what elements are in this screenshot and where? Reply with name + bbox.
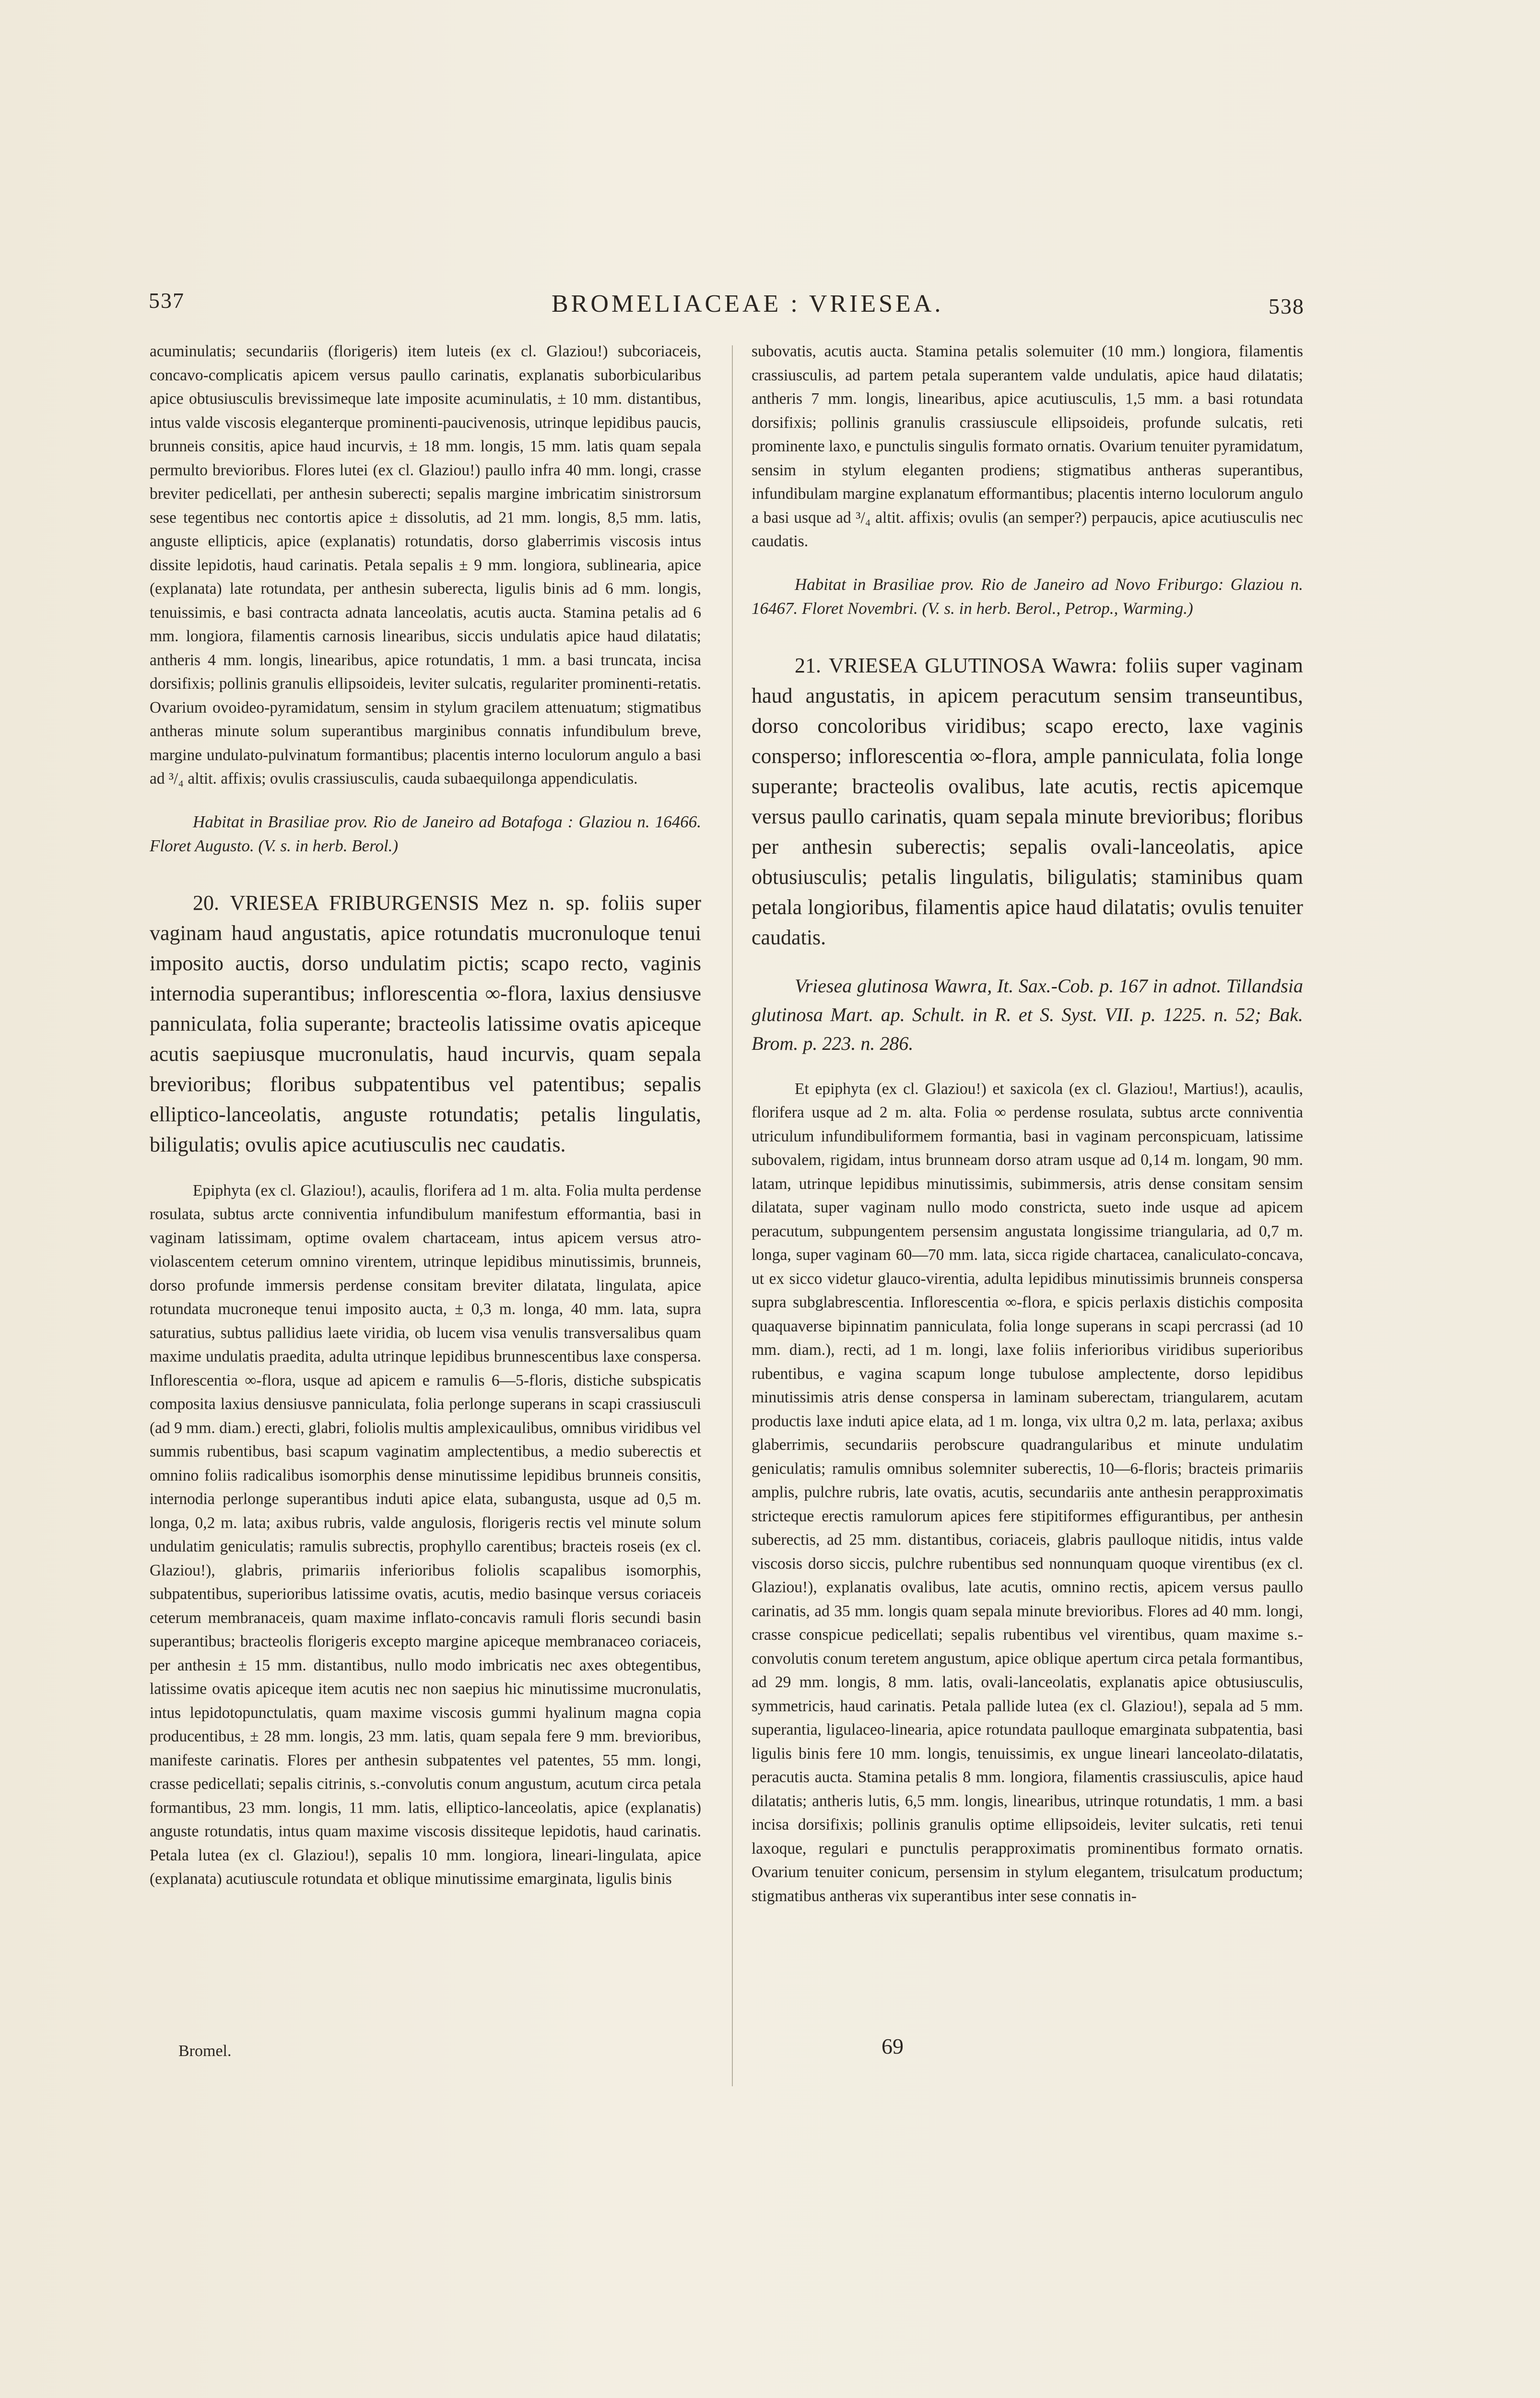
synonymy: Vriesea glutinosa Wawra, It. Sax.-Cob. p. 167 in adnot. Tillandsia glutinosa Mart. ap. Schult. in R. et S. Syst. VII. p. 1225. n. 52; Bak. Brom. p. 223. n. 286.	[752, 975, 1303, 1054]
signature-number: 69	[882, 2034, 904, 2058]
right-column	[752, 340, 1303, 1908]
species-21-diagnosis: 21. VRIESEA GLUTINOSA Wawra: foliis super vaginam haud angustatis, in apicem peracutum sensim transeuntibus, dorso concoloribus viridibus; scapo erecto, laxe vaginis consperso; inflorescentia ∞-flora, ample panniculata, folia longe superante; bracteolis ovalibus, late acutis, rectis apicemque versus paullo carinatis, quam sepala minute brevioribus; floribus per anthesin suberectis; sepalis ovali-lanceolatis, apice obtusiusculis; petalis lingulatis, biligulatis; staminibus quam petala longioribus, filamentis apice haud dilatatis; ovulis tenuiter caudatis.	[752, 653, 1303, 949]
page-number-right: 538	[1269, 294, 1305, 318]
page-number-left: 537	[149, 288, 185, 313]
description-continued: acuminulatis; secundariis (florigeris) item luteis (ex cl. Glaziou!) subcoriaceis, concavo-complicatis apicem versus paullo carinatis, explanatis suborbicularibus apice obtusiusculis brevissimeque late imposite acuminulatis, ± 10 mm. distantibus, intus valde viscosis eleganterque prominenti-paucivenosis, utrinque lepidibus paucis, brunneis consitis, apice haud incurvis, ± 18 mm. longis, 15 mm. latis quam sepala permulto brevioribus. Flores lutei (ex cl. Glaziou!) paullo infra 40 mm. longi, crasse breviter pedicellati, per anthesin suberecti; sepalis margine imbricatim sinistrorsum sese tegentibus nec contortis apice ± dissolutis, ad 21 mm. longis, 8,5 mm. latis, anguste ellipticis, apice (explanatis) rotundatis, dorso glaberrimis viscosis intus dissite lepidotis, haud carinatis. Petala sepalis ± 9 mm. longiora, sublinearia, apice (explanata) late rotundata, per anthesin suberecta, ligulis binis ad 6 mm. longis, tenuissimis, e basi contracta adnata lanceolatis, acutis aucta. Stamina petalis ad 6 mm. longiora, filamentis carnosis linearibus, siccis undulatis apice haud dilatatis; antheris 4 mm. longis, linearibus, apice rotundatis, 1 mm. a basi truncata, incisa dorsifixis; pollinis granulis ellipsoideis, leviter sulcatis, regulariter prominenti-retatis. Ovarium ovoideo-pyramidatum, sensim in stylum gracilem attenuatum; stigmatibus antheras minute solum superantibus marginibus connatis infundibulum breve, margine undulato-pulvinatum formantibus; placentis interno loculorum angulo a basi ad ³/₄ altit. affixis; ovulis crassiusculis, cauda subaequilonga appendiculatis.	[150, 342, 701, 788]
left-column	[150, 340, 701, 1891]
running-title: BROMELIACEAE : VRIESEA.	[552, 290, 944, 317]
description-end: subovatis, acutis aucta. Stamina petalis solemuiter (10 mm.) longiora, filamentis crassiusculis, ad partem petala superantem valde undulatis, apice haud dilatatis; antheris 7 mm. longis, linearibus, apice acutiusculis, 1,5 mm. a basi rotundata dorsifixis; pollinis granulis crassiuscule ellipsoideis, profunde sulcatis, reti prominente laxo, e punctulis singulis formato ornatis. Ovarium tenuiter pyramidatum, sensim in stylum eleganten prodiens; stigmatibus antheras superantibus, infundibulam margine explanatum efformantibus; placentis interno loculorum angulo a basi usque ad ³/₄ altit. affixis; ovulis (an semper?) perpaucis, apice acutiusculis nec caudatis.	[752, 342, 1303, 550]
signature-mark: Bromel.	[178, 2042, 232, 2060]
species-20-description: Epiphyta (ex cl. Glaziou!), acaulis, florifera ad 1 m. alta. Folia multa perdense rosulata, subtus arcte conniventia infundibulum manifestum efformantia, basi in vaginam latissimam, optime ovalem chartaceam, intus apicem versus atro-violascentem ceterum omnino virentem, utrinque lepidibus minutissimis, brunneis, dorso profunde immersis perdense consitam breviter dilatata, lingulata, apice rotundata mucroneque tenui imposito aucta, ± 0,3 m. longa, 40 mm. lata, supra saturatius, subtus pallidius laete viridia, ob lucem visa venulis transversalibus quam maxime undulatis praedita, adulta utrinque lepidibus brunnescentibus laxe conspersa. Inflorescentia ∞-flora, usque ad apicem e ramulis 6—5-floris, distiche subspicatis composita laxius densiusve panniculata, folia perlonge superans in scapi crassiusculi (ad 9 mm. diam.) erecti, glabri, foliolis multis amplexicaulibus, omnibus viridibus vel summis rubentibus, basi scapum vaginatim amplectentibus, a medio suberectis et omnino foliis radicalibus isomorphis dense minutissime lepidibus brunneis consitis, internodia perlonge superantibus induti apice elata, subangusta, usque ad 0,5 m. longa, 0,2 m. lata; axibus rubris, valde angulosis, florigeris rectis vel minute solum undulatim geniculatis; ramulis subrectis, prophyllo carentibus; bracteis roseis (ex cl. Glaziou!), glabris, primariis inferioribus foliolis scapalibus isomorphis, subpatentibus, superioribus latissime ovatis, acutis, medio basinque versus coriaceis ceterum membranaceis, quam maxime inflato-concavis ramuli floris secundi basin superantibus; bracteolis florigeris excepto margine apiceque membranaceo coriaceis, per anthesin ± 15 mm. distantibus, nullo modo imbricatis nec axes obtegentibus, latissime ovatis apiceque item acutis nec non saepius hic minutissime mucronulatis, intus lepidotopunctulatis, quam maxime viscosis gummi hyalinum magna copia producentibus, ± 28 mm. longis, 23 mm. latis, quam sepala fere 9 mm. brevioribus, manifeste carinatis. Flores per anthesin subpatentes vel patentes, 55 mm. longi, crasse pedicellati; sepalis citrinis, s.-convolutis conum angustum, acutum circa petala formantibus, 23 mm. longis, 11 mm. latis, elliptico-lanceolatis, apice (explanatis) anguste rotundatis, intus quam maxime viscosis dissiteque lepidotis, haud carinatis. Petala lutea (ex cl. Glaziou!), sepalis 10 mm. longiora, lineari-lingulata, apice (explanata) acutiuscule rotundata et oblique minutissime emarginata, ligulis binis	[150, 1181, 701, 1888]
habitat-note: Habitat in Brasiliae prov. Rio de Janeiro ad Botafoga : Glaziou n. 16466. Floret Augusto. (V. s. in herb. Berol.)	[150, 812, 701, 855]
column-divider	[732, 345, 733, 2086]
species-21-description: Et epiphyta (ex cl. Glaziou!) et saxicola (ex cl. Glaziou!, Martius!), acaulis, florifera usque ad 2 m. alta. Folia ∞ perdense rosulata, subtus arcte conniventia utriculum infundibuliformem formantia, basi in vaginam perconspicuam, latissime subovalem, rigidam, intus brunneam dorso atram usque ad 0,14 m. longam, 90 mm. latam, utrinque lepidibus minutissimis, subimmersis, atris dense consitam sensim dilatata, super vaginam nullo modo constricta, sueto inde usque ad apicem peracutum, subpungentem persensim angustata longissime triangularia, ad 0,7 m. longa, super vaginam 60—70 mm. lata, sicca rigide chartacea, canaliculato-concava, ut ex sicco videtur glauco-virentia, adulta lepidibus minutissimis brunneis conspersa supra subglabrescentia. Inflorescentia ∞-flora, e spicis perlaxis distichis composita quaquaverse bipinnatim panniculata, folia longe superans in scapi percrassi (ad 10 mm. diam.), recti, ad 1 m. longi, laxe foliis inferioribus viridibus superioribus rubentibus, e vagina scapum longe tubulose amplectente, dorso lepidibus minutissimis atris dense conspersa in laminam suberectam, triangularem, acutam productis laxe induti apice elata, ad 1 m. longa, vix ultra 0,2 m. lata, perlaxa; axibus glaberrimis, secundariis perobscure quadrangularibus et minute undulatim geniculatis; ramulis omnibus solemniter suberectis, 10—6-floris; bracteis primariis amplis, pulchre rubris, late ovatis, acutis, secundariis ante anthesin perapproximatis stricteque erectis ramulorum apices fere stipitiformes effigurantibus, per anthesin suberectis, ad 25 mm. distantibus, coriaceis, glabris paulloque nitidis, intus valde viscosis dorso siccis, pulchre rubentibus sed nonnunquam quoque virentibus (ex cl. Glaziou!), explanatis ovalibus, late acutis, omnino rectis, apicem versus paullo carinatis, ad 35 mm. longis quam sepala minute brevioribus. Flores ad 40 mm. longi, crasse conspicue pedicellati; sepalis rubentibus vel virentibus, quam maxime s.-convolutis conum teretem angustum, apice oblique apertum circa petala formantibus, ad 29 mm. longis, 8 mm. latis, ovali-lanceolatis, explanatis apice obtusiusculis, symmetricis, haud carinatis. Petala pallide lutea (ex cl. Glaziou!), sepala ad 5 mm. superantia, ligulaceo-linearia, apice rotundata paulloque emarginata subpatentia, basi ligulis binis fere 10 mm. longis, tenuissimis, ex ungue lineari lanceolato-dilatatis, peracutis aucta. Stamina petalis 8 mm. longiora, filamentis crassiusculis, apice haud dilatatis; antheris lutis, 6,5 mm. longis, linearibus, utrinque rotundatis, 1 mm. a basi incisa dorsifixis; pollinis granulis optime ellipsoideis, leviter sulcatis, reti tenui laxoque, regulari e punctulis perapproximatis prominentibus formato ornatis. Ovarium tenuiter conicum, persensim in stylum elegantem, trisulcatum productum; stigmatibus antheras vix superantibus inter sese connatis in-	[752, 1080, 1303, 1905]
species-20-diagnosis: 20. VRIESEA FRIBURGENSIS Mez n. sp. foliis super vaginam haud angustatis, apice rotundatis mucronuloque tenui imposito auctis, dorso undulatim pictis; scapo recto, vaginis internodia superantibus; inflorescentia ∞-flora, laxius densiusve panniculata, folia superante; bracteolis latissime ovatis apiceque acutis saepiusque mucronulatis, haud incurvis, quam sepala brevioribus; floribus subpatentibus vel patentibus; sepalis elliptico-lanceolatis, anguste rotundatis; petalis lingulatis, biligulatis; ovulis apice acutiusculis nec caudatis.	[150, 891, 701, 1156]
page-header	[149, 288, 1305, 317]
habitat-note-right: Habitat in Brasiliae prov. Rio de Janeiro ad Novo Friburgo: Glaziou n. 16467. Floret Novembri. (V. s. in herb. Berol., Petrop., Warming.)	[752, 575, 1303, 618]
